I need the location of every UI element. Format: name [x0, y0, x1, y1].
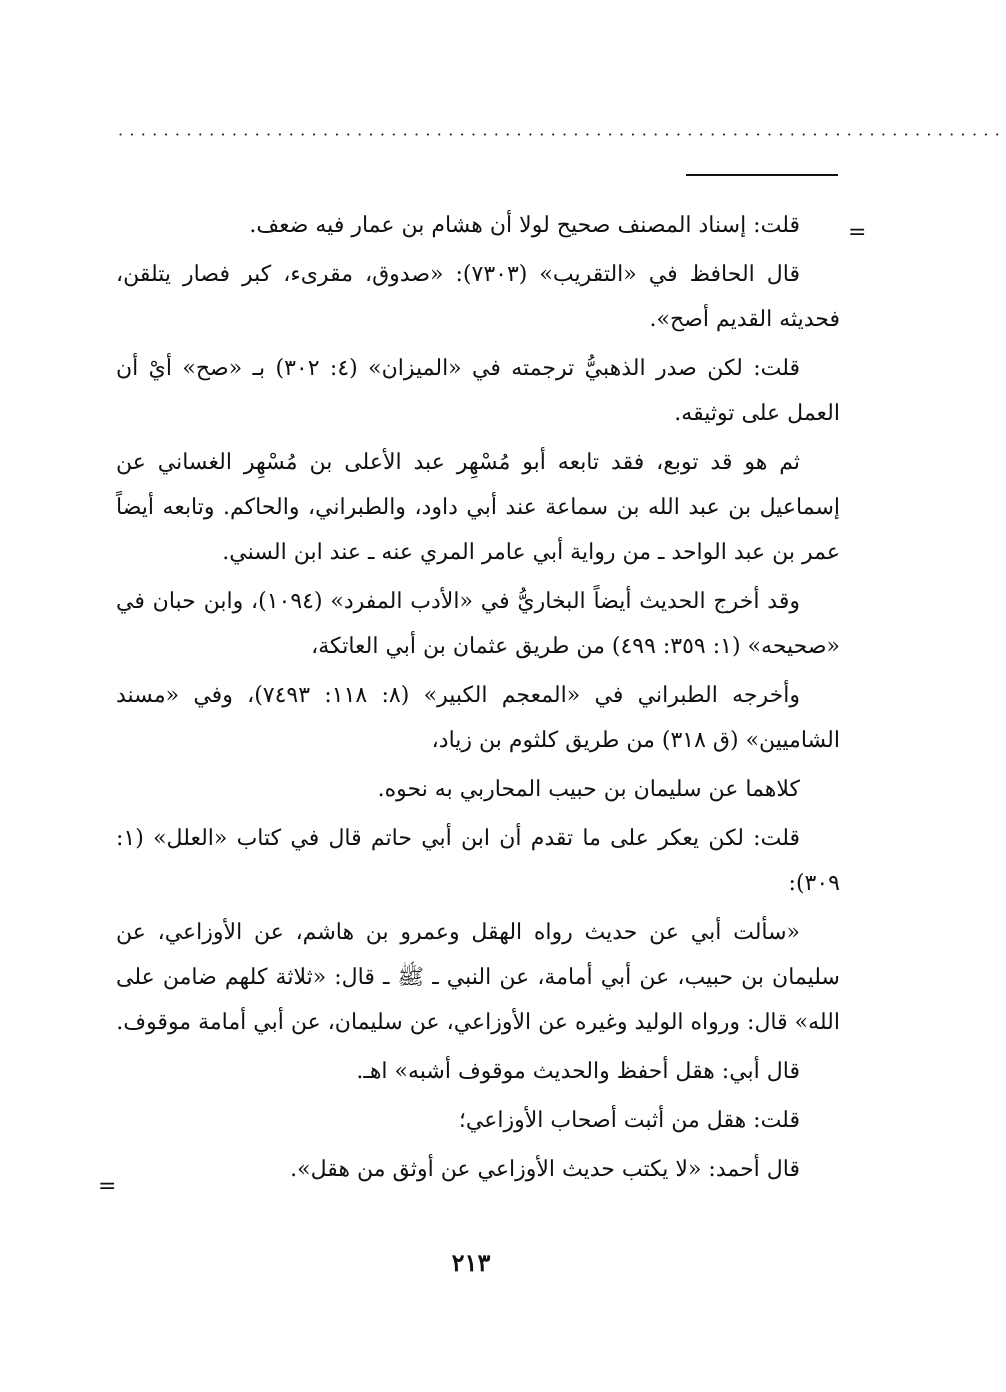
paragraph-8: قلت: لكن يعكر على ما تقدم أن ابن أبي حاتم قال في كتاب «العلل» (١: ٣٠٩):	[116, 826, 840, 896]
paragraph-4: ثم هو قد توبع، فقد تابعه أبو مُسْهِر عبد الأعلى بن مُسْهِر الغساني عن إسماعيل بن عبد الله بن سماعة عند أبي داود، والطبراني، والحاكم. وتابعه أيضاً عمر بن عبد الواحد ـ من رواية أبي عامر المري عنه ـ عند ابن السني.	[116, 450, 840, 565]
paragraph-11: قلت: هقل من أثبت أصحاب الأوزاعي؛	[458, 1108, 800, 1133]
paragraph-5: وقد أخرج الحديث أيضاً البخاريُّ في «الأدب المفرد» (١٠٩٤)، وابن حبان في «صحيحه» (١: ٣٥٩: ٤٩٩) من طريق عثمان بن أبي العاتكة،	[116, 589, 840, 659]
page-number: ٢١٣	[451, 1248, 491, 1277]
separator-dots: ··············································································	[118, 125, 1006, 144]
footnote-rule	[686, 174, 838, 176]
footnote-text	[116, 203, 840, 1196]
paragraph-10: قال أبي: هقل أحفظ والحديث موقوف أشبه» اهـ.	[356, 1059, 800, 1084]
continuation-mark-bottom: =	[98, 1174, 117, 1199]
paragraph-7: كلاهما عن سليمان بن حبيب المحاربي به نحوه.	[377, 777, 800, 802]
paragraph-1: قلت: إسناد المصنف صحيح لولا أن هشام بن عمار فيه ضعف.	[249, 213, 800, 238]
paragraph-6: وأخرجه الطبراني في «المعجم الكبير» (٨: ١١٨: ٧٤٩٣)، وفي «مسند الشاميين» (ق ٣١٨) من طريق كلثوم بن زياد،	[116, 683, 840, 753]
paragraph-3: قلت: لكن صدر الذهبيُّ ترجمته في «الميزان» (٤: ٣٠٢) بـ «صح» أيْ أن العمل على توثيقه.	[116, 356, 840, 426]
paragraph-2: قال الحافظ في «التقريب» (٧٣٠٣): «صدوق، مقرىء، كبر فصار يتلقن، فحديثه القديم أصح».	[116, 262, 840, 332]
paragraph-12: قال أحمد: «لا يكتب حديث الأوزاعي عن أوثق من هقل».	[290, 1157, 800, 1182]
continuation-mark-top: =	[848, 220, 867, 245]
paragraph-9: «سألت أبي عن حديث رواه الهقل وعمرو بن هاشم، عن الأوزاعي، عن سليمان بن حبيب، عن أبي أمامة، عن النبي ـ ﷺ ـ قال: «ثلاثة كلهم ضامن على الله» قال: ورواه الوليد وغيره عن الأوزاعي، عن سليمان، عن أبي أمامة موقوف.	[116, 920, 840, 1035]
